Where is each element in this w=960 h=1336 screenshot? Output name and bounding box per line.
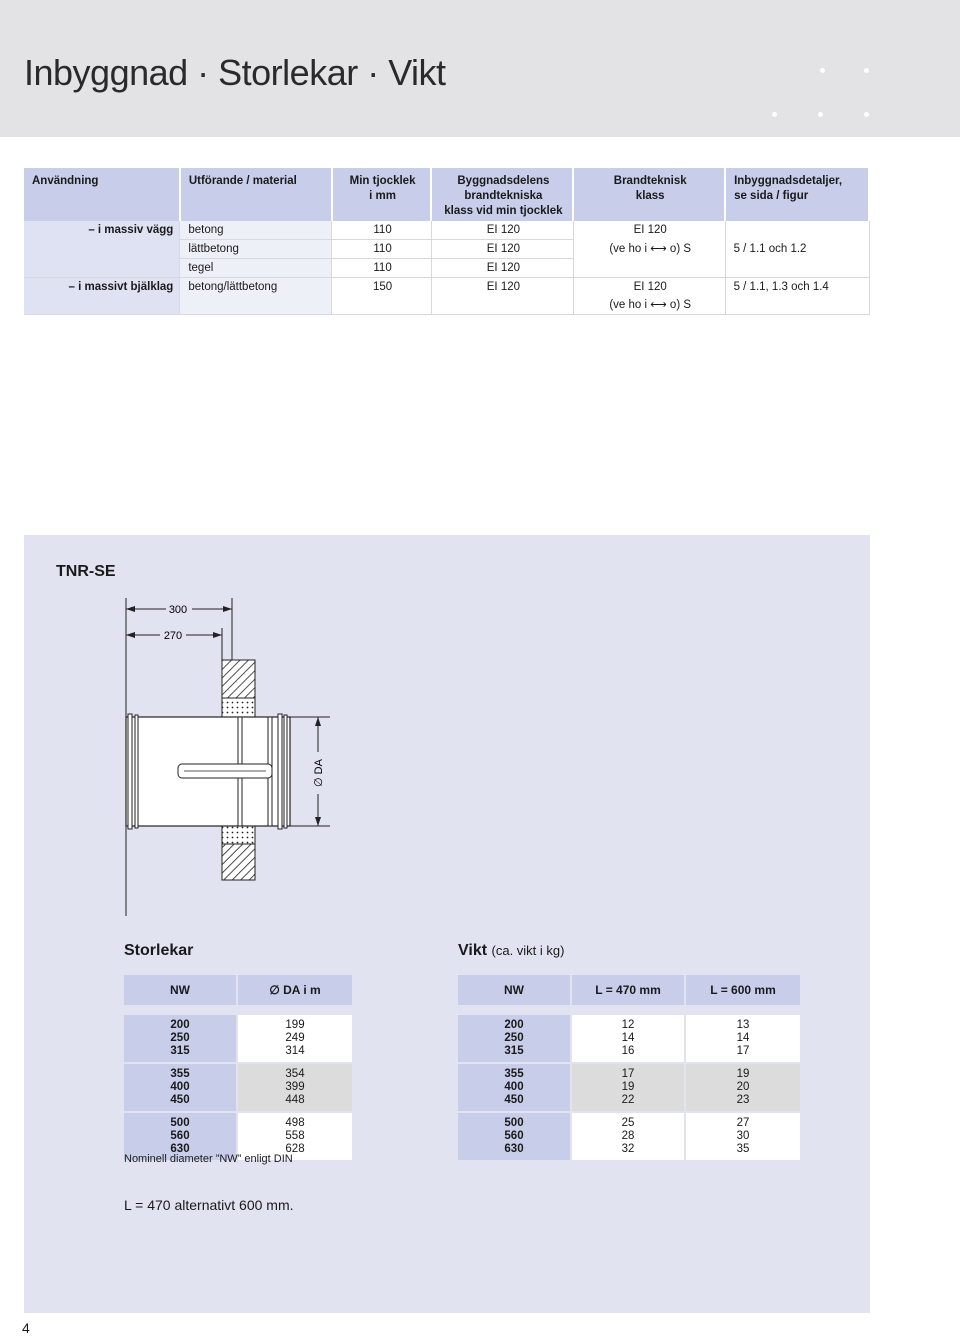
cell-material: tegel <box>180 259 332 278</box>
dimension-270-label: 270 <box>163 630 183 642</box>
cell-l600: 19 20 23 <box>686 1064 800 1111</box>
cell-l470: 17 19 22 <box>572 1064 684 1111</box>
header-application: Användning <box>24 168 180 221</box>
cell-nw: 200 250 315 <box>124 1015 236 1062</box>
cell-class: EI 120 <box>431 278 573 297</box>
page-title: Inbyggnad · Storlekar · Vikt <box>24 52 446 93</box>
header-l470: L = 470 mm <box>572 975 684 1005</box>
cell-diameter: 199 249 314 <box>238 1015 352 1062</box>
cell-l600: 13 14 17 <box>686 1015 800 1062</box>
cell-thickness: 110 <box>332 221 432 240</box>
vikt-title: Vikt <box>458 942 488 959</box>
cell-details: 5 / 1.1 och 1.2 <box>725 240 869 259</box>
dimension-300-label: 300 <box>168 604 188 616</box>
header-fire-class: Brandteknisk klass <box>573 168 725 221</box>
header-building-class: Byggnadsdelens brandtekniska klass vid min tjocklek <box>431 168 573 221</box>
weights-table <box>456 973 802 1162</box>
cell-class: EI 120 <box>431 221 573 240</box>
cell-nw: 355 400 450 <box>124 1064 236 1111</box>
cell-l600: 27 30 35 <box>686 1113 800 1160</box>
storlekar-title: Storlekar <box>124 942 194 959</box>
table-row <box>458 1113 800 1160</box>
table-row <box>458 1015 800 1062</box>
cell-l470: 25 28 32 <box>572 1113 684 1160</box>
cell-nw: 355 400 450 <box>458 1064 570 1111</box>
cell-class: EI 120 <box>431 259 573 278</box>
table-row <box>124 1064 352 1111</box>
cell-details: 5 / 1.1, 1.3 och 1.4 <box>725 278 869 297</box>
header-min-thickness: Min tjocklek i mm <box>332 168 432 221</box>
drawing-label: TNR-SE <box>56 563 116 580</box>
header-details: Inbyggnadsdetaljer, se sida / figur <box>725 168 869 221</box>
header-diameter: ∅ DA i m <box>238 975 352 1005</box>
header-nw: NW <box>124 975 236 1005</box>
length-note: L = 470 alternativt 600 mm. <box>124 1197 294 1213</box>
vikt-subtitle: (ca. vikt i kg) <box>491 943 565 958</box>
weights-table-header <box>458 975 800 1005</box>
cell-fire-class: EI 120 <box>573 221 725 240</box>
cell-l470: 12 14 16 <box>572 1015 684 1062</box>
header-material: Utförande / material <box>180 168 332 221</box>
dimension-diameter <box>290 717 330 826</box>
dimension-diameter-label: ∅ DA <box>313 759 325 787</box>
cell-fire-class: EI 120 <box>573 278 725 297</box>
cell-nw: 200 250 315 <box>458 1015 570 1062</box>
header-l600: L = 600 mm <box>686 975 800 1005</box>
duct-body <box>126 714 290 829</box>
sizes-table <box>122 973 354 1162</box>
dimension-270 <box>126 628 222 660</box>
cell-material: lättbetong <box>180 240 332 259</box>
vikt-title-group <box>458 942 564 960</box>
cell-application: – i massivt bjälklag <box>24 278 180 297</box>
cell-fire-class: (ve ho i ⟷ o) S <box>573 296 725 315</box>
header-nw: NW <box>458 975 570 1005</box>
table-row <box>458 1064 800 1111</box>
footnote: Nominell diameter ”NW” enligt DIN <box>124 1153 293 1165</box>
cell-thickness: 110 <box>332 259 432 278</box>
cell-fire-class: (ve ho i ⟷ o) S <box>573 240 725 259</box>
cell-diameter: 354 399 448 <box>238 1064 352 1111</box>
cell-nw: 500 560 630 <box>124 1113 236 1160</box>
cell-nw: 500 560 630 <box>458 1113 570 1160</box>
sizes-table-header <box>124 975 352 1005</box>
table-row <box>124 1015 352 1062</box>
cell-application: – i massiv vägg <box>24 221 180 240</box>
page-number: 4 <box>22 1320 30 1336</box>
cell-diameter: 498 558 628 <box>238 1113 352 1160</box>
cell-material: betong/lättbetong <box>180 278 332 297</box>
cell-thickness: 110 <box>332 240 432 259</box>
cell-class: EI 120 <box>431 240 573 259</box>
cell-material: betong <box>180 221 332 240</box>
cell-thickness: 150 <box>332 278 432 297</box>
